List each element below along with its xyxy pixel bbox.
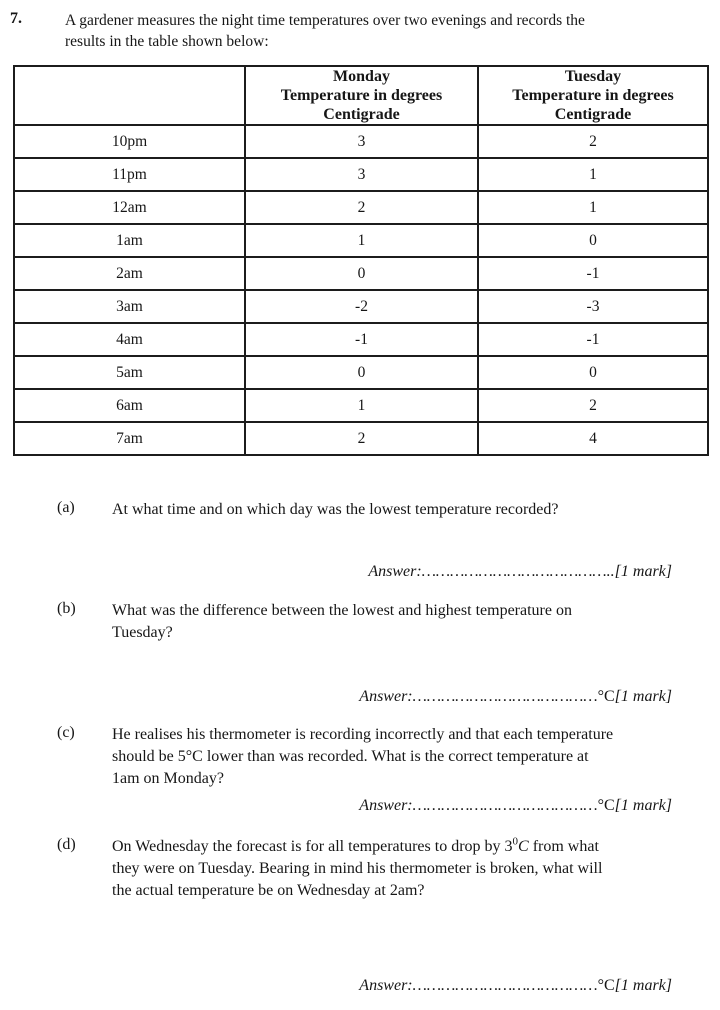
part-b-label: (b) xyxy=(57,600,76,617)
part-c-text xyxy=(112,724,687,790)
answer-label: Answer: xyxy=(359,797,413,814)
monday-temp-cell: 1 xyxy=(245,224,478,257)
answer-line-a xyxy=(368,563,672,581)
time-cell: 1am xyxy=(14,224,245,257)
answer-label: Answer: xyxy=(359,977,413,994)
answer-unit: °C xyxy=(597,797,615,814)
part-b-line: Tuesday? xyxy=(112,624,173,641)
monday-temp-cell: -1 xyxy=(245,323,478,356)
monday-temp-cell: -2 xyxy=(245,290,478,323)
monday-temp-cell: 0 xyxy=(245,257,478,290)
table-row xyxy=(14,290,708,323)
header-line: Temperature in degrees xyxy=(512,87,674,104)
table-row xyxy=(14,323,708,356)
mark-label: [1 mark] xyxy=(614,797,672,814)
answer-dots: ………………………………… xyxy=(412,797,598,814)
mark-label: [1 mark] xyxy=(614,977,672,994)
question-intro xyxy=(65,10,665,52)
intro-line: results in the table shown below: xyxy=(65,33,269,50)
tuesday-temp-cell: 0 xyxy=(478,356,708,389)
header-line: Monday xyxy=(333,68,390,85)
time-cell: 12am xyxy=(14,191,245,224)
part-b-text xyxy=(112,600,687,644)
part-a-label: (a) xyxy=(57,499,75,516)
tuesday-temp-cell: 0 xyxy=(478,224,708,257)
answer-line-b xyxy=(359,688,672,706)
intro-line: A gardener measures the night time temperatures over two evenings and records the xyxy=(65,12,585,29)
time-cell: 5am xyxy=(14,356,245,389)
answer-dots: ………………………………… xyxy=(412,688,598,705)
tuesday-temp-cell: -1 xyxy=(478,257,708,290)
header-line: Centigrade xyxy=(554,106,632,123)
table-row xyxy=(14,158,708,191)
part-a-line: At what time and on which day was the lowest temperature recorded? xyxy=(112,501,559,518)
header-line: Tuesday xyxy=(564,68,622,85)
table-row xyxy=(14,356,708,389)
tuesday-temp-cell: 1 xyxy=(478,191,708,224)
time-cell: 11pm xyxy=(14,158,245,191)
answer-line-d xyxy=(359,977,672,995)
answer-dots: ………………………………… xyxy=(412,977,598,994)
header-line: Centigrade xyxy=(323,106,400,123)
monday-temp-cell: 2 xyxy=(245,422,478,455)
answer-unit: °C xyxy=(597,688,615,705)
part-c-label: (c) xyxy=(57,724,75,741)
corner-cell xyxy=(14,66,245,125)
header-line: Temperature in degrees xyxy=(280,87,443,104)
tuesday-temp-cell: 1 xyxy=(478,158,708,191)
time-cell: 7am xyxy=(14,422,245,455)
part-a-text xyxy=(112,499,687,521)
table-row xyxy=(14,389,708,422)
table-row xyxy=(14,224,708,257)
part-d-label: (d) xyxy=(57,836,76,853)
monday-temp-cell: 2 xyxy=(245,191,478,224)
temperature-table xyxy=(13,65,709,456)
answer-line-c xyxy=(359,797,672,815)
part-d-text xyxy=(112,836,687,902)
time-cell: 10pm xyxy=(14,125,245,158)
table-row xyxy=(14,257,708,290)
part-c-line: He realises his thermometer is recording incorrectly and that each temperature xyxy=(112,726,614,743)
answer-unit: °C xyxy=(597,977,615,994)
tuesday-header xyxy=(478,66,708,125)
tuesday-temp-cell: 2 xyxy=(478,389,708,422)
answer-dots: ………………………………….. xyxy=(421,563,615,580)
part-b-line: What was the difference between the lowest and highest temperature on xyxy=(112,602,572,619)
part-c-line: 1am on Monday? xyxy=(112,770,224,787)
tuesday-temp-cell: 4 xyxy=(478,422,708,455)
question-number: 7. xyxy=(10,10,22,27)
mark-label: [1 mark] xyxy=(614,563,672,580)
mark-label: [1 mark] xyxy=(614,688,672,705)
time-cell: 3am xyxy=(14,290,245,323)
tuesday-temp-cell: -3 xyxy=(478,290,708,323)
part-d-line1-post: from what xyxy=(528,838,599,855)
monday-header xyxy=(245,66,478,125)
math-variable-c: C xyxy=(518,838,529,855)
table-header-row xyxy=(14,66,708,125)
tuesday-temp-cell: -1 xyxy=(478,323,708,356)
part-d-line: they were on Tuesday. Bearing in mind his thermometer is broken, what will xyxy=(112,860,603,877)
tuesday-temp-cell: 2 xyxy=(478,125,708,158)
part-c-line: should be 5°C lower than was recorded. What is the correct temperature at xyxy=(112,748,589,765)
table-row xyxy=(14,191,708,224)
part-d-line xyxy=(112,836,687,858)
superscript-zero: 0 xyxy=(512,835,519,848)
time-cell: 2am xyxy=(14,257,245,290)
time-cell: 4am xyxy=(14,323,245,356)
monday-temp-cell: 3 xyxy=(245,158,478,191)
table-row xyxy=(14,422,708,455)
part-d-line: the actual temperature be on Wednesday at 2am? xyxy=(112,882,425,899)
time-cell: 6am xyxy=(14,389,245,422)
monday-temp-cell: 3 xyxy=(245,125,478,158)
monday-temp-cell: 1 xyxy=(245,389,478,422)
answer-label: Answer: xyxy=(368,563,422,580)
table-row xyxy=(14,125,708,158)
part-d-line1-pre: On Wednesday the forecast is for all temperatures to drop by 3 xyxy=(112,838,513,855)
answer-label: Answer: xyxy=(359,688,413,705)
monday-temp-cell: 0 xyxy=(245,356,478,389)
